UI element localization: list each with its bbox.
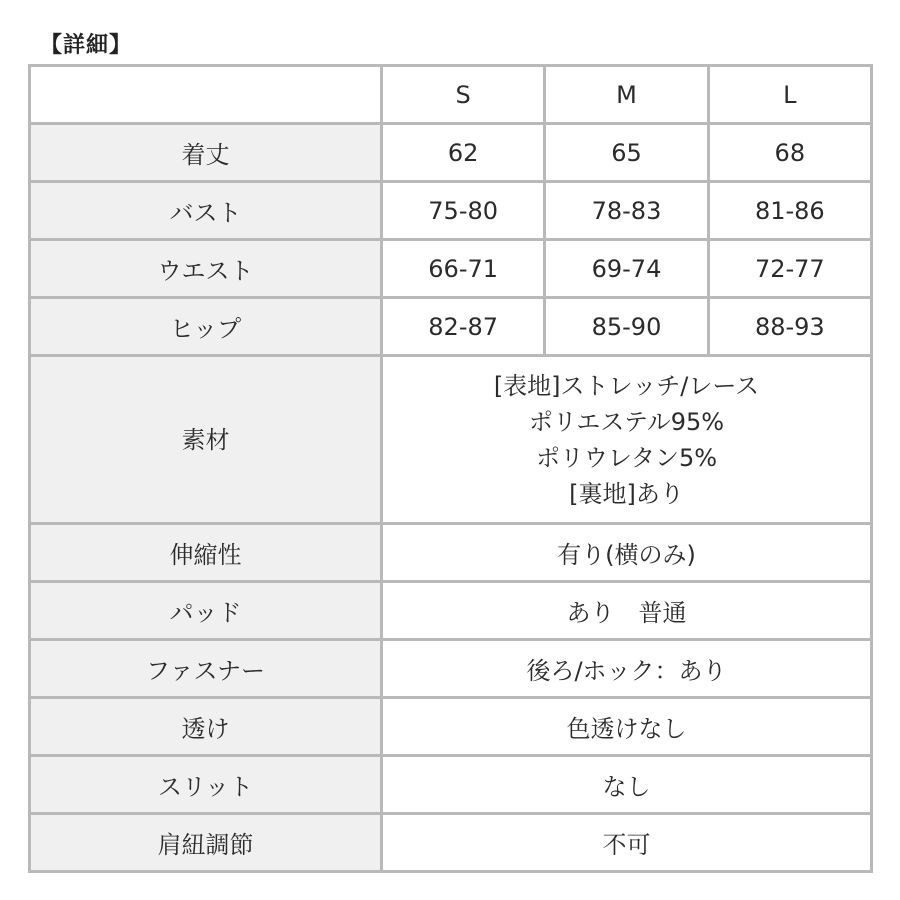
value-cell: 有り(横のみ) [382,524,872,582]
row-label-material: 素材 [30,356,382,524]
value-cell: 78-83 [545,182,708,240]
value-cell: 75-80 [382,182,545,240]
row-label-sheerness: 透け [30,698,382,756]
table-row [30,640,872,698]
value-cell: 色透けなし [382,698,872,756]
table-row [30,698,872,756]
row-label-slit: スリット [30,756,382,814]
value-cell: 85-90 [545,298,708,356]
table-row [30,240,872,298]
material-line: ポリウレタン5% [535,443,718,472]
material-line: [表地]ストレッチ/レース [493,371,760,400]
table-row [30,124,872,182]
size-header-m: M [545,66,708,124]
material-line: [裏地]あり [569,479,684,508]
table-row [30,582,872,640]
corner-cell [30,66,382,124]
value-cell: あり 普通 [382,582,872,640]
row-label-waist: ウエスト [30,240,382,298]
value-cell: 62 [382,124,545,182]
size-header-row [30,66,872,124]
value-cell: 81-86 [708,182,871,240]
table-row [30,756,872,814]
row-label-bust: バスト [30,182,382,240]
row-label-stretch: 伸縮性 [30,524,382,582]
row-label-pad: パッド [30,582,382,640]
table-row [30,814,872,872]
value-cell: 88-93 [708,298,871,356]
section-heading: 【詳細】 [40,33,133,58]
value-cell: 65 [545,124,708,182]
size-header-l: L [708,66,871,124]
value-cell: 66-71 [382,240,545,298]
value-cell: 不可 [382,814,872,872]
row-label-fastener: ファスナー [30,640,382,698]
material-value-cell [382,356,872,524]
material-line: ポリエステル95% [528,407,725,436]
table-row [30,524,872,582]
table-row [30,298,872,356]
value-cell: なし [382,756,872,814]
table-row-material [30,356,872,524]
size-spec-table [28,64,873,873]
value-cell: 後ろ/ホック：あり [382,640,872,698]
value-cell: 69-74 [545,240,708,298]
value-cell: 82-87 [382,298,545,356]
row-label-hip: ヒップ [30,298,382,356]
value-cell: 72-77 [708,240,871,298]
row-label-length: 着丈 [30,124,382,182]
table-row [30,182,872,240]
size-header-s: S [382,66,545,124]
row-label-strap-adjust: 肩紐調節 [30,814,382,872]
value-cell: 68 [708,124,871,182]
